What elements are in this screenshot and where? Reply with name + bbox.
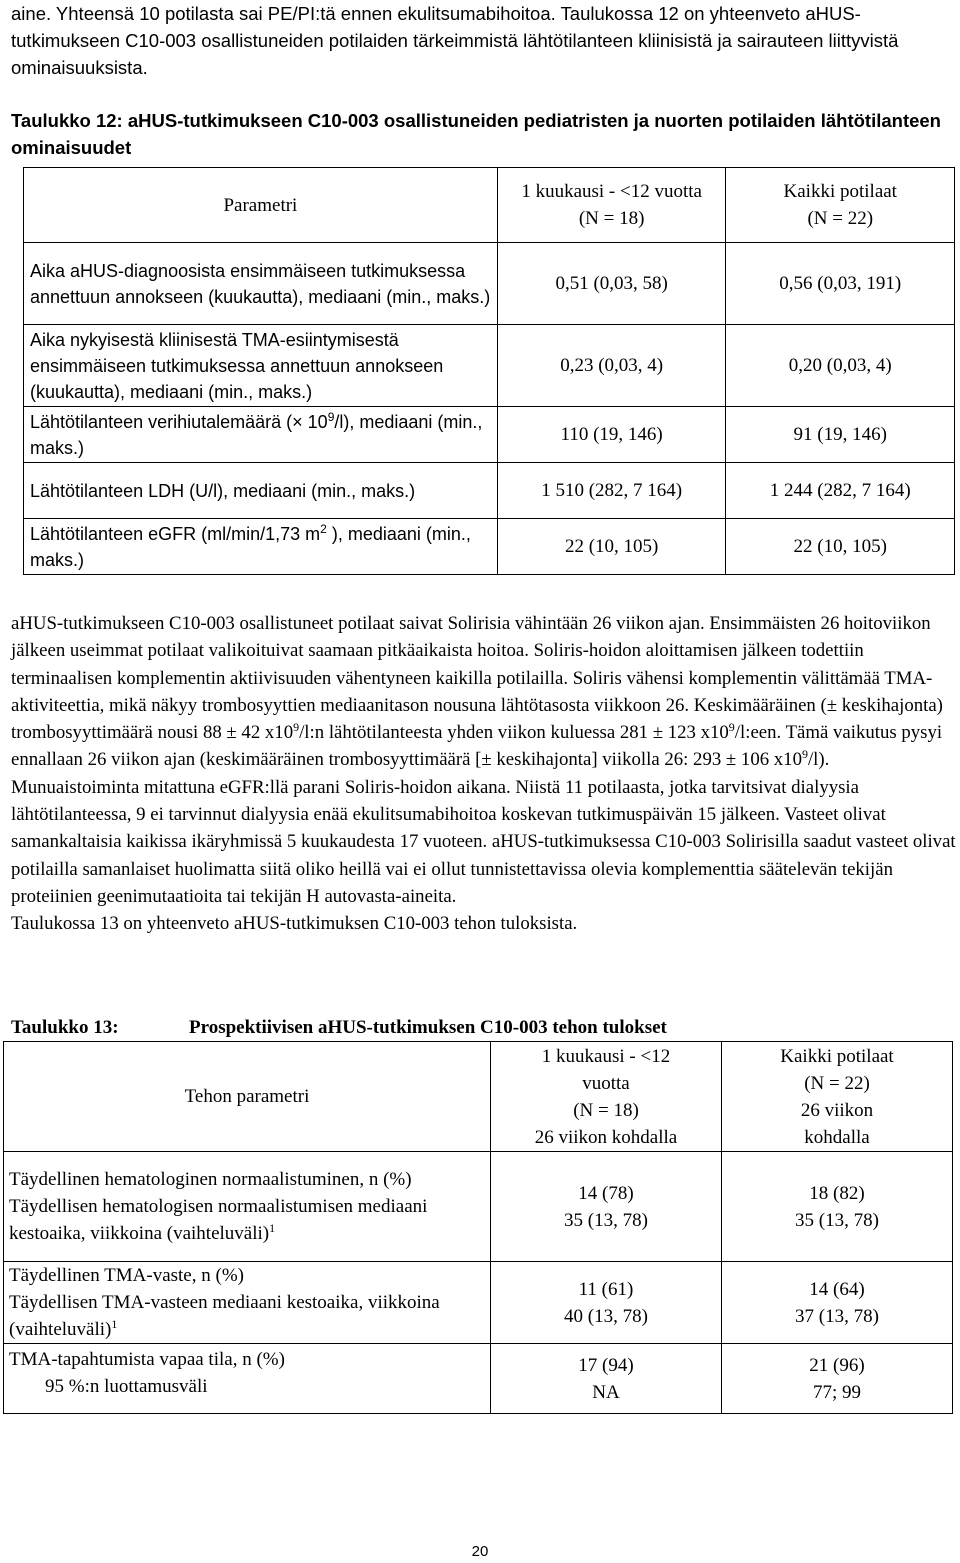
table-12-value: 1 510 (282, 7 164) <box>497 463 726 519</box>
results-paragraph: aHUS-tutkimukseen C10-003 osallistuneet potilaat saivat Solirisia vähintään 26 viikon ajan. Ensimmäisten 26 hoitoviikon jälkeen useimmat potilaat valikoituivat saamaan pitkäaikaista hoitoa. Soliris-hoidon aloittamisen jälkeen todettiin terminaalisen komplementin aktiivisuuden vähentyneen kaikilla potilailla. Soliris vähensi komplementin välittämää TMA-aktiviteettia, mikä näkyy trombosyyttien mediaanitason nousuna lähtötasosta viikkoon 26. Keskimääräinen (± keskihajonta) trombosyyttimäärä nousi 88 ± 42 $x10^9/l:n$ lähtötilanteesta yhden viikon kuluessa 281 ± 123 $x10^9/l:een$. Tämä vaikutus pysyi ennallaan 26 viikon ajan (keskimääräinen trombosyyttimäärä [± keskihajonta] viikolla 26: 293 ± 106 $x10^9/l$). Munuaistoiminta mitattuna eGFR:llä parani Soliris-hoidon aikana. Niistä 11 potilaasta, jotka tarvitsivat dialyysia lähtötilanteessa, 9 ei tarvinnut dialyysia enää ekulitsumabihoitoa koskevan tutkimuspäivän 15 jälkeen. Vasteet olivat samankaltaisia kaikissa ikäryhmissä 5 kuukaudesta 17 vuoteen. aHUS-tutkimuksessa C10-003 Solirisilla saadut vasteet olivat potilailla samanlaiset huolimatta siitä oliko heillä vai ei ollut tunnistettavissa olevia komplementtia säätelevän tekijän proteiinien geenimutaatioita tai tekijän H autovasta-aineita. Taulukossa 13 on yhteenveto aHUS-tutkimuksen C10-003 tehon tuloksista. <box>11 613 956 935</box>
table-12-header-col2: Kaikki potilaat (N = 22) <box>726 168 955 243</box>
table-row <box>24 243 955 325</box>
table-13-value: 18 (82) 35 (13, 78) <box>722 1152 953 1262</box>
table-12-param: Lähtötilanteen verihiutalemäärä (× $10^9/l$), mediaani (min., maks.) <box>24 407 498 463</box>
page-number: 20 <box>471 1543 489 1560</box>
table-12-caption: Taulukko 12: aHUS-tutkimukseen C10-003 osallistuneiden pediatristen ja nuorten potilaiden lähtötilanteen ominaisuudet <box>11 110 941 158</box>
table-row <box>24 325 955 407</box>
table-12-param: Lähtötilanteen eGFR (ml/min/1,73 $m^2$ ), mediaani (min., maks.) <box>24 519 498 575</box>
table-12-value: 22 (10, 105) <box>497 519 726 575</box>
table-12-header-param: Parametri <box>24 168 498 243</box>
table-12-value: 22 (10, 105) <box>726 519 955 575</box>
table-13-caption-title: Prospektiivisen aHUS-tutkimuksen C10-003 tehon tulokset <box>189 1017 667 1038</box>
table-13-header-row <box>4 1042 953 1152</box>
table-12-value: 0,23 (0,03, 4) <box>497 325 726 407</box>
table-row <box>4 1152 953 1262</box>
table-row <box>4 1262 953 1344</box>
table-13-value: 14 (78) 35 (13, 78) <box>491 1152 722 1262</box>
table-13-param: Täydellinen TMA-vaste, n (%) Täydellisen TMA-vasteen mediaani kestoaika, viikkoina (vaihteluväli)$^1$ <box>4 1262 491 1344</box>
table-12-value: 0,56 (0,03, 191) <box>726 243 955 325</box>
table-13-value: 17 (94) NA <box>491 1344 722 1414</box>
table-13-header-param: Tehon parametri <box>4 1042 491 1152</box>
table-12-value: 1 244 (282, 7 164) <box>726 463 955 519</box>
table-12-value: 0,51 (0,03, 58) <box>497 243 726 325</box>
table-row <box>24 407 955 463</box>
intro-paragraph: aine. Yhteensä 10 potilasta sai PE/PI:tä ennen ekulitsumabihoitoa. Taulukossa 12 on yhteenveto aHUS-tutkimukseen C10-003 osallistuneiden potilaiden tärkeimmistä lähtötilanteen kliinisistä ja sairauteen liittyvistä ominaisuuksista. <box>11 3 899 78</box>
table-12-param: Aika nykyisestä kliinisestä TMA-esiintymisestä ensimmäiseen tutkimuksessa annettuun annokseen (kuukautta), mediaani (min., maks.) <box>24 325 498 407</box>
table-12-param: Aika aHUS-diagnoosista ensimmäiseen tutkimuksessa annettuun annokseen (kuukautta), mediaani (min., maks.) <box>24 243 498 325</box>
table-13-param: Täydellinen hematologinen normaalistuminen, n (%) Täydellisen hematologisen normaalistumisen mediaani kestoaika, viikkoina (vaihteluväli)$^1$ <box>4 1152 491 1262</box>
table-12-value: 0,20 (0,03, 4) <box>726 325 955 407</box>
table-13-value: 11 (61) 40 (13, 78) <box>491 1262 722 1344</box>
table-13-value: 21 (96) 77; 99 <box>722 1344 953 1414</box>
table-13 <box>3 1041 953 1414</box>
table-13-value: 14 (64) 37 (13, 78) <box>722 1262 953 1344</box>
table-12-header-row <box>24 168 955 243</box>
table-row <box>24 519 955 575</box>
table-12-param: Lähtötilanteen LDH (U/l), mediaani (min., maks.) <box>24 463 498 519</box>
table-row <box>24 463 955 519</box>
table-12-value: 110 (19, 146) <box>497 407 726 463</box>
table-13-header-col1: 1 kuukausi - <12 vuotta (N = 18) 26 viikon kohdalla <box>491 1042 722 1152</box>
table-12 <box>23 167 955 575</box>
table-12-value: 91 (19, 146) <box>726 407 955 463</box>
table-row <box>4 1344 953 1414</box>
table-13-header-col2: Kaikki potilaat (N = 22) 26 viikon kohdalla <box>722 1042 953 1152</box>
table-13-caption-label: Taulukko 13: <box>11 1017 119 1038</box>
table-13-param: TMA-tapahtumista vapaa tila, n (%) 95 %:n luottamusväli <box>4 1344 491 1414</box>
table-12-header-col1: 1 kuukausi - <12 vuotta (N = 18) <box>497 168 726 243</box>
